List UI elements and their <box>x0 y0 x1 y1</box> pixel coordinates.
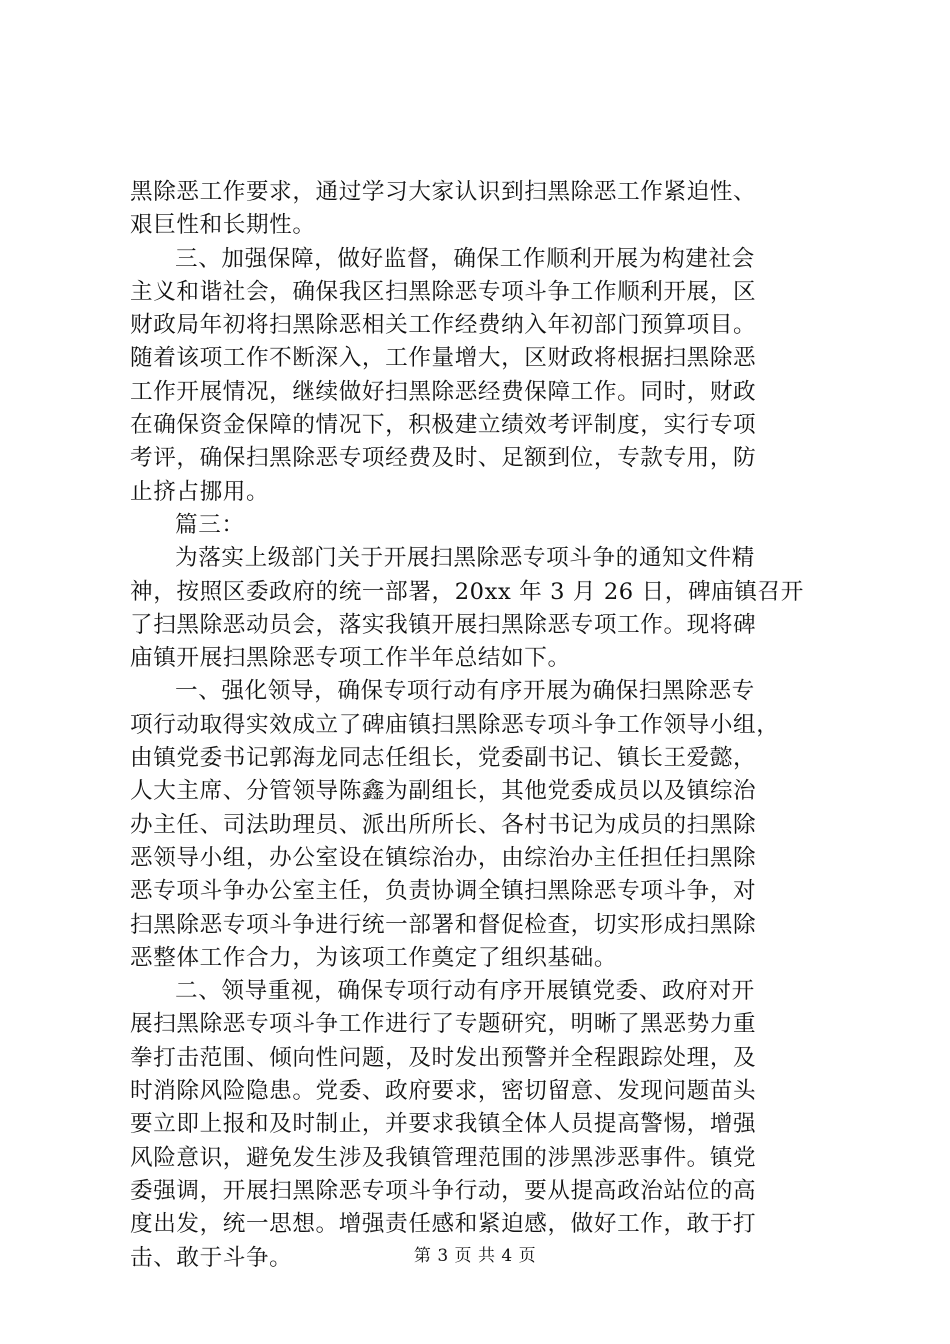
body-text <box>130 176 855 1275</box>
text-line: 主义和谐社会，确保我区扫黑除恶专项斗争工作顺利开展，区 <box>130 278 757 305</box>
text-line: 神，按照区委政府的统一部署，20xx 年 3 月 26 日，碑庙镇召开 <box>130 578 804 605</box>
text-line: 考评，确保扫黑除恶专项经费及时、足额到位，专款专用，防 <box>130 445 757 472</box>
text-line: 恶专项斗争办公室主任，负责协调全镇扫黑除恶专项斗争，对 <box>130 878 757 905</box>
text-line: 度出发，统一思想。增强责任感和紧迫感，做好工作，敢于打 <box>130 1211 757 1238</box>
text-line: 人大主席、分管领导陈鑫为副组长，其他党委成员以及镇综治 <box>130 778 757 805</box>
text-line: 了扫黑除恶动员会，落实我镇开展扫黑除恶专项工作。现将碑 <box>130 611 757 638</box>
text-line: 时消除风险隐患。党委、政府要求，密切留意、发现问题苗头 <box>130 1078 757 1105</box>
text-line: 展扫黑除恶专项斗争工作进行了专题研究，明晰了黑恶势力重 <box>130 1011 757 1038</box>
text-line: 要立即上报和及时制止，并要求我镇全体人员提高警惕，增强 <box>130 1111 757 1138</box>
text-line: 风险意识，避免发生涉及我镇管理范围的涉黑涉恶事件。镇党 <box>130 1144 757 1171</box>
text-line: 在确保资金保障的情况下，积极建立绩效考评制度，实行专项 <box>130 412 757 439</box>
text-line: 艰巨性和长期性。 <box>130 212 316 239</box>
text-line: 恶领导小组，办公室设在镇综治办，由综治办主任担任扫黑除 <box>130 844 757 871</box>
text-line: 随着该项工作不断深入，工作量增大，区财政将根据扫黑除恶 <box>130 345 757 372</box>
text-line: 办主任、司法助理员、派出所所长、各村书记为成员的扫黑除 <box>130 811 757 838</box>
text-line: 止挤占挪用。 <box>130 478 270 505</box>
text-line: 为落实上级部门关于开展扫黑除恶专项斗争的通知文件精 <box>175 545 755 572</box>
text-line: 二、领导重视，确保专项行动有序开展镇党委、政府对开 <box>175 978 755 1005</box>
text-line: 庙镇开展扫黑除恶专项工作半年总结如下。 <box>130 645 571 672</box>
text-line: 一、强化领导，确保专项行动有序开展为确保扫黑除恶专 <box>175 678 755 705</box>
text-line: 项行动取得实效成立了碑庙镇扫黑除恶专项斗争工作领导小组， <box>130 711 780 738</box>
text-line: 委强调，开展扫黑除恶专项斗争行动，要从提高政治站位的高 <box>130 1177 757 1204</box>
text-line: 黑除恶工作要求，通过学习大家认识到扫黑除恶工作紧迫性、 <box>130 179 757 205</box>
text-line: 工作开展情况，继续做好扫黑除恶经费保障工作。同时，财政 <box>130 378 757 405</box>
text-line: 扫黑除恶专项斗争进行统一部署和督促检查，切实形成扫黑除 <box>130 911 757 938</box>
text-line: 拳打击范围、倾向性问题，及时发出预警并全程跟踪处理，及 <box>130 1044 757 1071</box>
text-line: 财政局年初将扫黑除恶相关工作经费纳入年初部门预算项目。 <box>130 312 757 339</box>
text-line: 篇三： <box>175 511 245 538</box>
text-line: 三、加强保障，做好监督，确保工作顺利开展为构建社会 <box>175 245 755 272</box>
text-line: 击、敢于斗争。 <box>130 1244 293 1271</box>
text-line: 由镇党委书记郭海龙同志任组长，党委副书记、镇长王爱懿， <box>130 745 757 772</box>
text-line: 恶整体工作合力，为该项工作奠定了组织基础。 <box>130 944 618 971</box>
page-footer: 第 3 页 共 4 页 <box>413 1246 537 1266</box>
